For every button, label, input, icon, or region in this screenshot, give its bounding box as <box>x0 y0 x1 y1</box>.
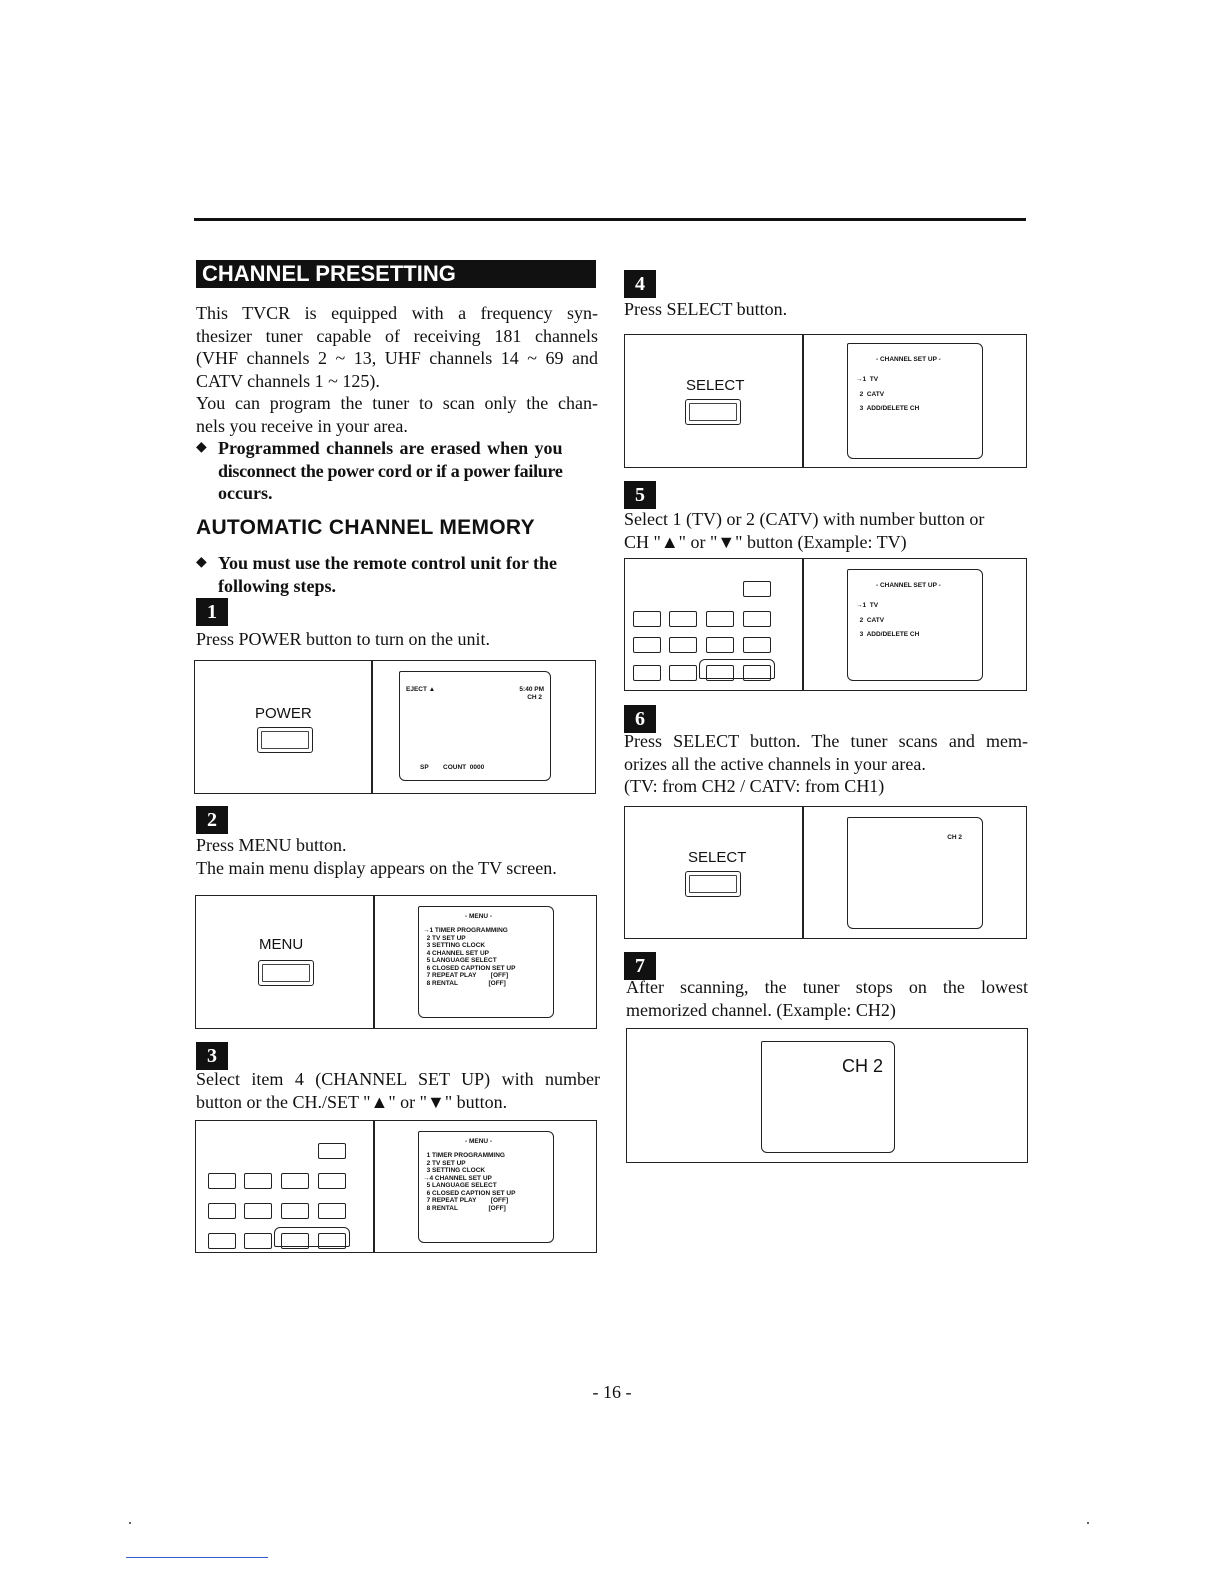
ch-set-bracket <box>699 659 775 679</box>
step-figure <box>195 895 597 1029</box>
osd-menu-list <box>423 927 515 987</box>
osd-menu-item: 8 RENTAL [OFF] <box>423 1204 506 1212</box>
step-text <box>196 1068 600 1113</box>
warning-bullet <box>196 437 598 505</box>
section-title: CHANNEL PRESETTING <box>196 260 596 288</box>
step-text-line: Press SELECT button. The tuner scans and mem- <box>624 731 1028 751</box>
osd-channel: CH 2 <box>947 834 962 841</box>
step-figure <box>624 558 1027 691</box>
button-label: SELECT <box>688 849 747 866</box>
keypad-key <box>743 637 771 653</box>
remote-keypad-icon <box>208 1129 368 1249</box>
osd-menu-item: 6 CLOSED CAPTION SET UP <box>423 964 516 972</box>
step-text-line: The main menu display appears on the TV screen. <box>196 857 557 878</box>
osd-menu-item: 4 CHANNEL SET UP <box>423 949 489 957</box>
step-text-line: Select 1 (TV) or 2 (CATV) with number button or <box>624 509 985 529</box>
step-figure <box>194 660 596 794</box>
keypad-key <box>318 1143 346 1159</box>
keypad-key <box>743 611 771 627</box>
osd-channel: CH 2 <box>842 1056 884 1076</box>
keypad-key <box>208 1233 236 1249</box>
step-badge: 5 <box>624 481 656 509</box>
osd-menu-item: 2 CATV <box>856 616 885 624</box>
step-text <box>624 730 1028 798</box>
osd-menu-item: 3 ADD/DELETE CH <box>856 405 920 412</box>
osd-title: - CHANNEL SET UP - <box>876 582 941 589</box>
figure-divider <box>802 335 804 467</box>
intro-line: (VHF channels 2 ~ 13, UHF channels 14 ~ 69 and <box>196 348 598 368</box>
osd-menu-item: 3 SETTING CLOCK <box>423 942 486 949</box>
step-text <box>624 508 984 553</box>
warning-line: occurs. <box>218 483 273 503</box>
tv-screen <box>761 1041 895 1153</box>
keypad-key <box>633 637 661 653</box>
step-text-line: orizes all the active channels in your area. <box>624 753 926 774</box>
osd-menu-item: 6 CLOSED CAPTION SET UP <box>423 1189 516 1197</box>
button-label: MENU <box>259 936 304 953</box>
scan-speck <box>129 1522 131 1524</box>
step-text <box>196 834 557 879</box>
osd-counter: SP COUNT 0000 <box>420 764 485 771</box>
osd-title: - MENU - <box>465 913 493 920</box>
step-text: Press SELECT button. <box>624 299 788 319</box>
intro-paragraph <box>196 302 598 505</box>
step-text-line: CH "▲" or "▼" button (Example: TV) <box>624 531 907 552</box>
osd-menu-item: 1 TIMER PROGRAMMING <box>423 1152 505 1159</box>
osd-menu-item: →4 CHANNEL SET UP <box>423 1174 492 1182</box>
osd-menu-item: 2 CATV <box>856 390 885 398</box>
intro-line: You can program the tuner to scan only the chan- <box>196 393 598 413</box>
tv-screen <box>418 1131 554 1243</box>
keypad-key <box>318 1173 346 1189</box>
step-badge: 4 <box>624 270 656 298</box>
remote-note <box>196 552 598 597</box>
osd-menu-list <box>856 602 919 639</box>
keypad-key <box>669 637 697 653</box>
remote-note-line: You must use the remote control unit for the <box>218 553 557 573</box>
power-button-icon <box>257 727 313 753</box>
step-text-line: (TV: from CH2 / CATV: from CH1) <box>624 776 885 796</box>
warning-line: disconnect the power cord or if a power failure <box>218 460 563 481</box>
menu-button-icon <box>258 960 314 986</box>
button-label: SELECT <box>686 377 745 394</box>
diamond-bullet-icon: ◆ <box>196 555 207 570</box>
keypad-key <box>743 581 771 597</box>
keypad-key <box>706 611 734 627</box>
keypad-key <box>633 665 661 681</box>
osd-menu-item: 5 LANGUAGE SELECT <box>423 1182 497 1189</box>
osd-menu-item: →1 TV <box>856 376 879 383</box>
step-figure <box>624 806 1027 939</box>
osd-menu-item: 7 REPEAT PLAY [OFF] <box>423 1197 509 1204</box>
top-rule <box>194 218 1026 221</box>
step-text-line: After scanning, the tuner stops on the lowest <box>626 977 1028 997</box>
osd-menu-item: →1 TIMER PROGRAMMING <box>423 927 508 934</box>
keypad-key <box>706 637 734 653</box>
keypad-key <box>244 1233 272 1249</box>
keypad-key <box>669 665 697 681</box>
keypad-key <box>633 611 661 627</box>
step-text-line: memorized channel. (Example: CH2) <box>626 999 896 1020</box>
osd-menu-item: 7 REPEAT PLAY [OFF] <box>423 972 509 979</box>
osd-channel: CH 2 <box>527 694 542 701</box>
diamond-bullet-icon: ◆ <box>196 440 207 455</box>
osd-menu-item: 3 ADD/DELETE CH <box>856 631 920 638</box>
step-badge: 1 <box>196 598 228 626</box>
step-text: Press POWER button to turn on the unit. <box>196 629 490 649</box>
figure-divider <box>802 559 804 690</box>
step-figure <box>624 334 1027 468</box>
keypad-key <box>208 1173 236 1189</box>
step-text-line: Select item 4 (CHANNEL SET UP) with number <box>196 1069 600 1089</box>
scan-speck <box>1087 1522 1089 1524</box>
remote-note-line: following steps. <box>218 575 337 596</box>
step-text-line: Press MENU button. <box>196 835 347 855</box>
tv-screen <box>847 343 983 459</box>
ch-set-bracket <box>274 1227 350 1247</box>
bottom-underline <box>126 1557 268 1558</box>
osd-title: - MENU - <box>465 1138 493 1145</box>
osd-menu-item: 2 TV SET UP <box>423 1159 466 1167</box>
step-badge: 7 <box>624 952 656 980</box>
subheading: AUTOMATIC CHANNEL MEMORY <box>196 516 535 539</box>
intro-line: thesizer tuner capable of receiving 181 channels <box>196 325 598 346</box>
remote-keypad-icon <box>633 567 793 687</box>
keypad-key <box>669 611 697 627</box>
figure-divider <box>371 661 373 793</box>
osd-menu-item: 3 SETTING CLOCK <box>423 1167 486 1174</box>
figure-divider <box>373 1121 375 1252</box>
keypad-key <box>318 1203 346 1219</box>
button-label: POWER <box>255 705 312 722</box>
warning-line: Programmed channels are erased when you <box>218 438 563 458</box>
intro-line: CATV channels 1 ~ 125). <box>196 370 380 391</box>
page-number: - 16 - <box>592 1382 632 1402</box>
select-button-icon <box>685 871 741 897</box>
step-figure <box>626 1028 1028 1163</box>
step-badge: 6 <box>624 705 656 733</box>
osd-menu-item: 8 RENTAL [OFF] <box>423 979 506 987</box>
keypad-key <box>281 1203 309 1219</box>
tv-screen <box>418 906 554 1018</box>
step-figure <box>195 1120 597 1253</box>
keypad-key <box>281 1173 309 1189</box>
intro-line: nels you receive in your area. <box>196 415 408 436</box>
tv-screen <box>399 671 551 781</box>
osd-menu-item: →1 TV <box>856 602 879 609</box>
step-badge: 2 <box>196 806 228 834</box>
keypad-key <box>244 1203 272 1219</box>
figure-divider <box>802 807 804 938</box>
osd-time: 5:40 PM <box>519 686 544 693</box>
osd-menu-item: 5 LANGUAGE SELECT <box>423 957 497 964</box>
step-text <box>626 976 1028 1021</box>
tv-screen <box>847 569 983 681</box>
osd-menu-list <box>423 1152 515 1212</box>
osd-menu-item: 2 TV SET UP <box>423 934 466 942</box>
step-text-line: button or the CH./SET "▲" or "▼" button. <box>196 1091 508 1112</box>
osd-title: - CHANNEL SET UP - <box>876 356 941 363</box>
keypad-key <box>208 1203 236 1219</box>
osd-eject: EJECT ▲ <box>406 686 436 693</box>
osd-menu-list <box>856 376 919 413</box>
keypad-key <box>244 1173 272 1189</box>
figure-divider <box>373 896 375 1028</box>
intro-line: This TVCR is equipped with a frequency syn- <box>196 303 598 323</box>
step-badge: 3 <box>196 1042 228 1070</box>
tv-screen <box>847 817 983 929</box>
select-button-icon <box>685 399 741 425</box>
